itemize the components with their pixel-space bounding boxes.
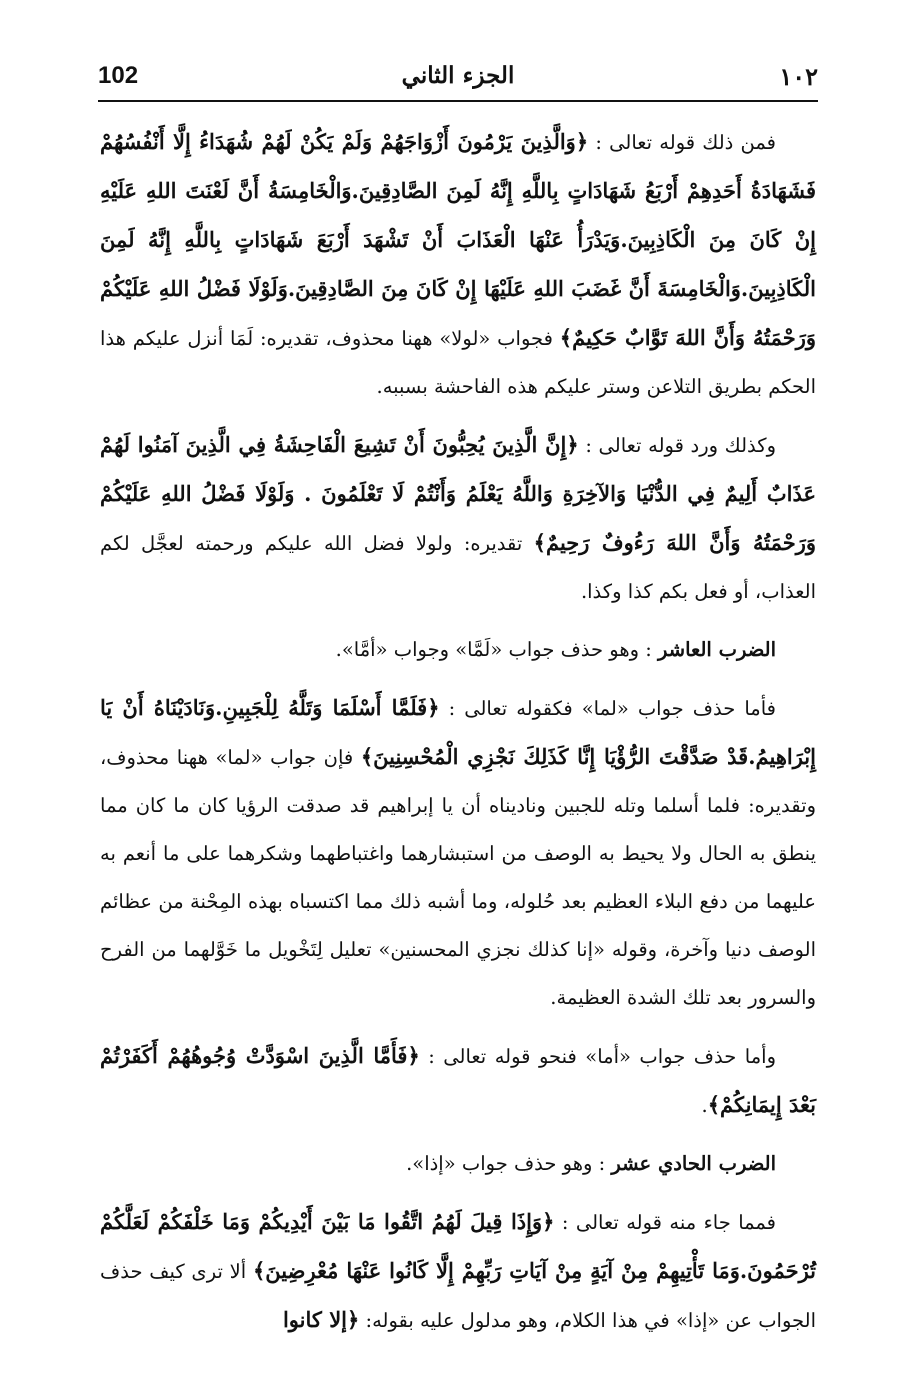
paragraph-intro: فأما حذف جواب «لما» فكقوله تعالى : (439, 697, 777, 720)
quran-quote-end: ﴿إلا كانوا (282, 1307, 360, 1332)
quran-quote: ﴿وَإِذَا قِيلَ لَهُمُ اتَّقُوا مَا بَيْنَ أَيْدِيكُمْ وَمَا خَلْفَكُمْ لَعَلَّكُمْ تُرْحَمُونَ.وَمَا تَأْتِيهِمْ مِنْ آيَةٍ مِنْ آيَاتِ رَبِّهِمْ إِلَّا كَانُوا عَنْهَا مُعْرِضِينَ﴾ (100, 1209, 816, 1283)
quran-quote: ﴿فَأَمَّا الَّذِينَ اسْوَدَّتْ وُجُوهُهُمْ أَكَفَرْتُمْ بَعْدَ إِيمَانِكُمْ﴾ (100, 1043, 816, 1117)
running-title: الجزء الثاني (401, 62, 515, 89)
page-header (98, 56, 818, 102)
paragraph-text: تقديره: ولولا فضل الله عليكم ورحمته لعجَّل لكم العذاب، أو فعل بكم كذا وكذا. (100, 532, 816, 603)
section-heading-11 (100, 1140, 816, 1188)
heading-text: : وهو حذف جواب «لَمَّا» وجواب «أمَّا». (335, 638, 659, 661)
quran-quote: ﴿إِنَّ الَّذِينَ يُحِبُّونَ أَنْ تَشِيعَ الْفَاحِشَةُ فِي الَّذِينَ آمَنُوا لَهُمْ عَذَابٌ أَلِيمٌ فِي الدُّنْيَا وَالآخِرَةِ وَاللَّهُ يَعْلَمُ وَأَنْتُمْ لَا تَعْلَمُونَ . وَلَوْلَا فَضْلُ اللهِ عَلَيْكُمْ وَرَحْمَتُهُ وَأَنَّ اللهَ رَءُوفٌ رَحِيمٌ﴾ (100, 432, 816, 555)
paragraph-intro: وكذلك ورد قوله تعالى : (578, 434, 776, 457)
paragraph-intro: وأما حذف جواب «أما» فنحو قوله تعالى : (419, 1045, 776, 1068)
paragraph (100, 1198, 816, 1345)
paragraph-intro: فمن ذلك قوله تعالى : (588, 131, 776, 154)
quran-quote: ﴿فَلَمَّا أَسْلَمَا وَتَلَّهُ لِلْجَبِينِ.وَنَادَيْنَاهُ أَنْ يَا إِبْرَاهِيمُ.قَدْ صَدَّقْتَ الرُّؤْيَا إِنَّا كَذَلِكَ نَجْزِي الْمُحْسِنِينَ﴾ (100, 695, 816, 769)
paragraph-text: . (701, 1094, 708, 1117)
paragraph-text: ألا ترى كيف حذف الجواب عن «إذا» في هذا الكلام، وهو مدلول عليه بقوله: (100, 1260, 816, 1332)
page-number-latin: 102 (98, 62, 139, 89)
page-body (100, 118, 816, 1355)
paragraph (100, 118, 816, 411)
paragraph-text: فجواب «لولا» ههنا محذوف، تقديره: لَمَا أنزل عليكم هذا الحكم بطريق التلاعن وستر عليكم هذه الفاحشة بسببه. (100, 327, 816, 398)
heading-label: الضرب العاشر (658, 638, 776, 661)
paragraph (100, 684, 816, 1022)
heading-text: : وهو حذف جواب «إذا». (406, 1152, 612, 1175)
paragraph-text: فإن جواب «لما» ههنا محذوف، وتقديره: فلما أسلما وتله للجبين وناديناه أن يا إبراهيم قد صدقت الرؤيا كان ما كان مما ينطق به الحال ولا يحيط به الوصف من استبشارهما واغتباطهما وشكرهما على ما أنعم به عليهما من دفع البلاء العظيم بعد حُلوله، وما أشبه ذلك مما اكتسباه بهذه المِحْنة من عظائم الوصف دنيا وآخرة، وقوله «إنا كذلك نجزي المحسنين» تعليل لِتَخْويل ما خَوَّلهما من الفرح والسرور بعد تلك الشدة العظيمة. (100, 746, 816, 1009)
quran-quote: ﴿وَالَّذِينَ يَرْمُونَ أَزْوَاجَهُمْ وَلَمْ يَكُنْ لَهُمْ شُهَدَاءُ إِلَّا أَنْفُسُهُمْ فَشَهَادَةُ أَحَدِهِمْ أَرْبَعُ شَهَادَاتٍ بِاللَّهِ إِنَّهُ لَمِنَ الصَّادِقِينَ.وَالْخَامِسَةُ أَنَّ لَعْنَتَ اللهِ عَلَيْهِ إِنْ كَانَ مِنَ الْكَاذِبِينَ.وَيَدْرَأُ عَنْهَا الْعَذَابَ أَنْ تَشْهَدَ أَرْبَعَ شَهَادَاتٍ بِاللَّهِ إِنَّهُ لَمِنَ الْكَاذِبِينَ.وَالْخَامِسَةَ أَنَّ غَضَبَ اللهِ عَلَيْهَا إِنْ كَانَ مِنَ الصَّادِقِينَ.وَلَوْلَا فَضْلُ اللهِ عَلَيْكُمْ وَرَحْمَتُهُ وَأَنَّ اللهَ تَوَّابٌ حَكِيمٌ﴾ (100, 129, 816, 350)
paragraph-intro: فمما جاء منه قوله تعالى : (554, 1211, 777, 1234)
heading-label: الضرب الحادي عشر (611, 1152, 776, 1175)
paragraph (100, 1032, 816, 1130)
paragraph (100, 421, 816, 616)
page-number-arabic: ١٠٢ (779, 62, 818, 91)
section-heading-10 (100, 626, 816, 674)
